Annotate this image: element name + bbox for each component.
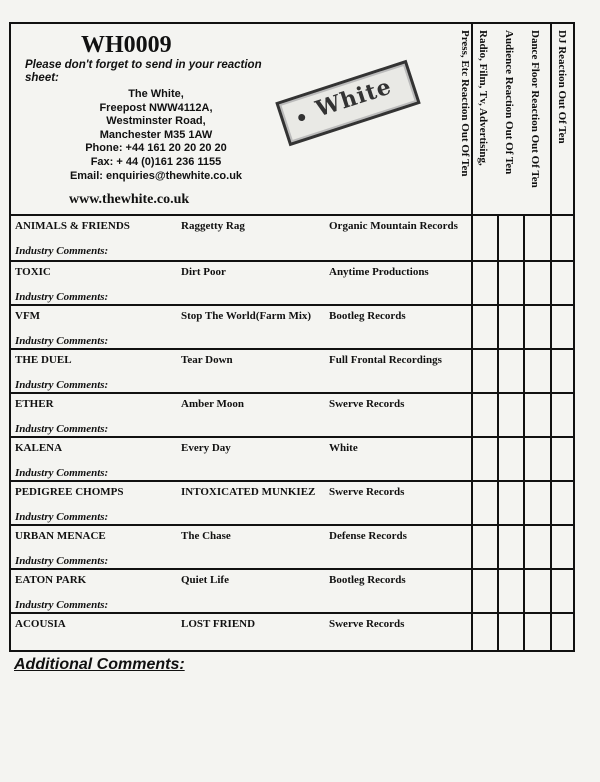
grid-vline: [550, 24, 552, 650]
release-code: WH0009: [81, 32, 172, 58]
track-row: [11, 216, 473, 260]
record-label: White: [329, 442, 358, 454]
column-audience-reaction: Audience Reaction Out Of Ten: [503, 30, 515, 175]
track-row: [11, 350, 473, 394]
track-title: LOST FRIEND: [181, 618, 256, 630]
reaction-sheet: [9, 22, 575, 652]
artist-name: ACOUSIA: [15, 618, 66, 630]
artist-name: KALENA: [15, 442, 63, 454]
record-label: Swerve Records: [329, 398, 405, 410]
grid-vline: [497, 214, 499, 650]
additional-comments-heading: Additional Comments:: [14, 656, 185, 673]
industry-comments-label: Industry Comments:: [15, 555, 109, 567]
record-label: Organic Mountain Records: [329, 220, 458, 232]
track-row: [11, 394, 473, 438]
artist-name: PEDIGREE CHOMPS: [15, 486, 124, 498]
artist-name: VFM: [15, 310, 41, 322]
track-title: Tear Down: [181, 354, 233, 366]
column-radio-film-tv: Radio, Film, Tv, Advertising,: [477, 30, 489, 166]
address-line: Manchester M35 1AW: [99, 128, 213, 141]
reminder-text: Please don't forget to send in your reaction sheet:: [25, 59, 262, 84]
track-title: Stop The World(Farm Mix): [181, 310, 312, 322]
grid-vline: [523, 214, 525, 650]
white-stamp-logo: [275, 60, 420, 146]
address-line: Westminster Road,: [106, 115, 206, 128]
industry-comments-label: Industry Comments:: [15, 379, 109, 391]
artist-name: ETHER: [15, 398, 54, 410]
address-line: Freepost NWW4112A,: [99, 101, 213, 114]
column-dance-floor-reaction: Dance Floor Reaction Out Of Ten: [529, 30, 541, 188]
column-dj-reaction: DJ Reaction Out Of Ten: [556, 30, 568, 144]
artist-name: THE DUEL: [15, 354, 72, 366]
phone-line: Phone: +44 161 20 20 20 20: [85, 142, 227, 155]
industry-comments-label: Industry Comments:: [15, 291, 109, 303]
track-row: [11, 438, 473, 482]
track-row: [11, 306, 473, 350]
track-row: [11, 526, 473, 570]
email-line: Email: enquiries@thewhite.co.uk: [69, 169, 243, 182]
record-label: Anytime Productions: [329, 266, 429, 278]
record-label: Full Frontal Recordings: [329, 354, 442, 366]
stamp-word: White: [312, 73, 396, 123]
fax-line: Fax: + 44 (0)161 236 1155: [90, 155, 222, 168]
track-title: Raggetty Rag: [181, 220, 245, 232]
industry-comments-label: Industry Comments:: [15, 467, 109, 479]
website-link[interactable]: www.thewhite.co.uk: [69, 192, 190, 207]
record-label: Bootleg Records: [329, 310, 406, 322]
track-title: The Chase: [181, 530, 231, 542]
return-address: [41, 88, 271, 183]
industry-comments-label: Industry Comments:: [15, 423, 109, 435]
artist-name: ANIMALS & FRIENDS: [15, 220, 130, 232]
artist-name: URBAN MENACE: [15, 530, 106, 542]
track-title: Every Day: [181, 442, 231, 454]
industry-comments-label: Industry Comments:: [15, 335, 109, 347]
industry-comments-label: Industry Comments:: [15, 511, 109, 523]
record-label: Bootleg Records: [329, 574, 406, 586]
record-label: Swerve Records: [329, 486, 405, 498]
track-row: [11, 614, 473, 658]
record-label: Swerve Records: [329, 618, 405, 630]
column-press-reaction: Press, Etc Reaction Out Of Ten: [459, 30, 471, 177]
industry-comments-label: Industry Comments:: [15, 599, 109, 611]
track-row: [11, 570, 473, 614]
industry-comments-label: Industry Comments:: [15, 245, 109, 257]
track-row: [11, 262, 473, 306]
artist-name: TOXIC: [15, 266, 51, 278]
track-title: Amber Moon: [181, 398, 245, 410]
track-title: Quiet Life: [181, 574, 229, 586]
sheet-header: [11, 24, 473, 214]
track-row: [11, 482, 473, 526]
address-line: The White,: [128, 88, 184, 100]
artist-name: EATON PARK: [15, 574, 87, 586]
track-title: Dirt Poor: [181, 266, 226, 278]
stamp-dot: [297, 113, 306, 122]
track-title: INTOXICATED MUNKIEZ: [181, 486, 316, 498]
record-label: Defense Records: [329, 530, 407, 542]
